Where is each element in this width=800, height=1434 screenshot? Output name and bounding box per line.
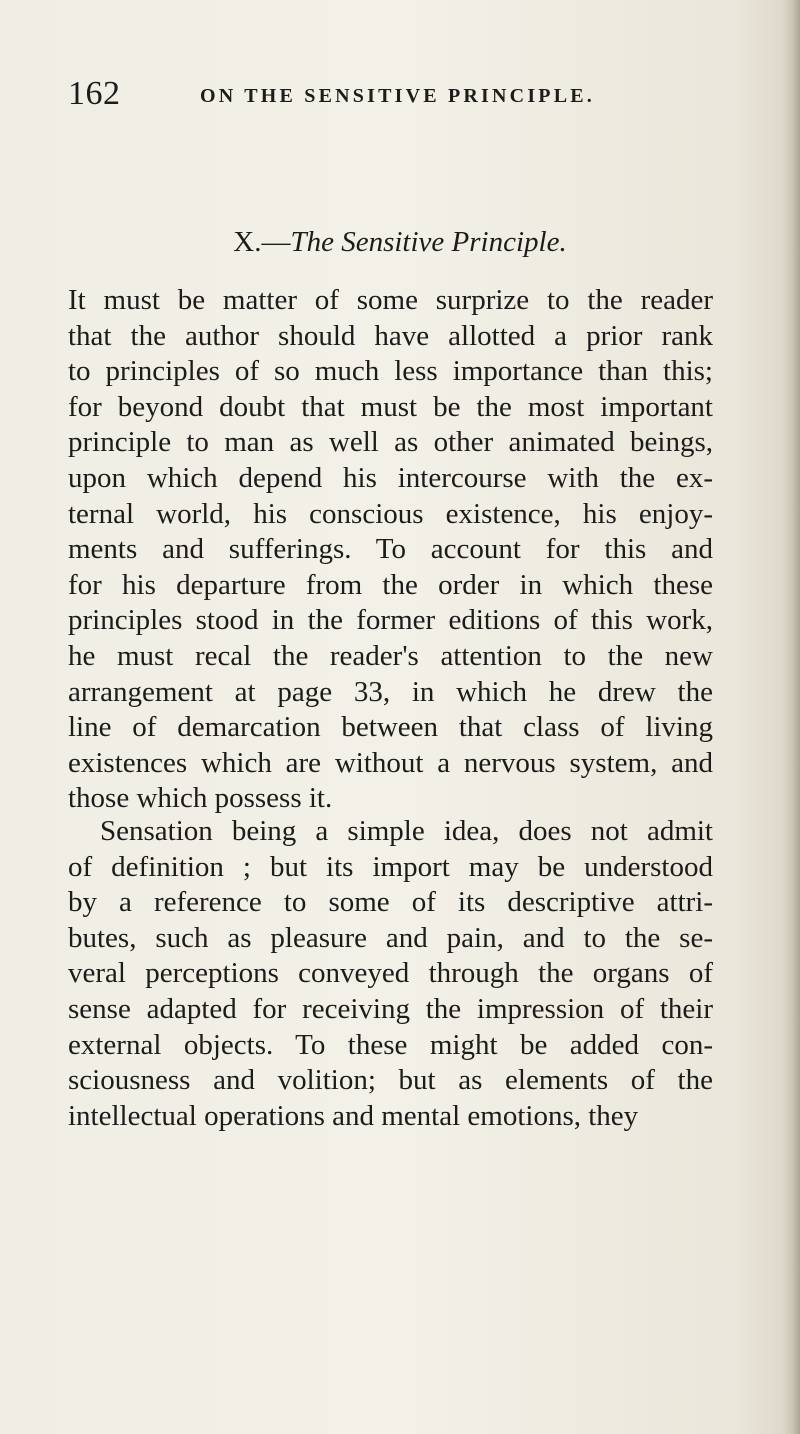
text-line: line of demarcation between that class of living	[68, 711, 713, 744]
running-head	[68, 74, 708, 114]
page-number: 162	[68, 75, 121, 112]
running-title: ON THE SENSITIVE PRINCIPLE.	[200, 85, 596, 107]
text-line: to principles of so much less importance than this;	[68, 355, 713, 388]
text-line: It must be matter of some surprize to the reader	[68, 284, 713, 316]
text-line: that the author should have allotted a prior rank	[68, 319, 713, 352]
text-line: principle to man as well as other animated beings,	[68, 426, 713, 459]
text-line: intellectual operations and mental emotions, they	[68, 1099, 639, 1132]
text-line: ments and sufferings. To account for this and	[68, 533, 713, 566]
text-line: for beyond doubt that must be the most important	[68, 390, 713, 423]
section-title: The Sensitive Principle.	[290, 226, 567, 258]
text-line: arrangement at page 33, in which he drew the	[68, 675, 713, 708]
paragraph-1	[68, 283, 713, 817]
section-heading	[0, 224, 800, 260]
text-line: principles stood in the former editions of this work,	[68, 604, 713, 637]
text-line: those which possess it.	[68, 782, 333, 815]
text-line: by a reference to some of its descriptive attri-	[68, 886, 713, 919]
section-number: X.—	[233, 226, 291, 258]
text-line: Sensation being a simple idea, does not admit	[100, 815, 713, 847]
paragraph-2	[68, 814, 713, 1134]
text-line: sense adapted for receiving the impression of their	[68, 992, 713, 1025]
text-line: of definition ; but its import may be understood	[68, 850, 713, 883]
text-line: butes, such as pleasure and pain, and to the se-	[68, 921, 713, 954]
text-line: external objects. To these might be added con-	[68, 1028, 713, 1061]
text-line: he must recal the reader's attention to the new	[68, 639, 713, 672]
page-edge-shadow	[782, 0, 800, 1434]
text-line: existences which are without a nervous system, and	[68, 746, 713, 779]
text-line: upon which depend his intercourse with the ex-	[68, 461, 713, 494]
text-line: sciousness and volition; but as elements of the	[68, 1064, 713, 1097]
text-line: for his departure from the order in which these	[68, 568, 713, 601]
text-line: veral perceptions conveyed through the organs of	[68, 957, 713, 990]
text-line: ternal world, his conscious existence, his enjoy-	[68, 497, 713, 530]
